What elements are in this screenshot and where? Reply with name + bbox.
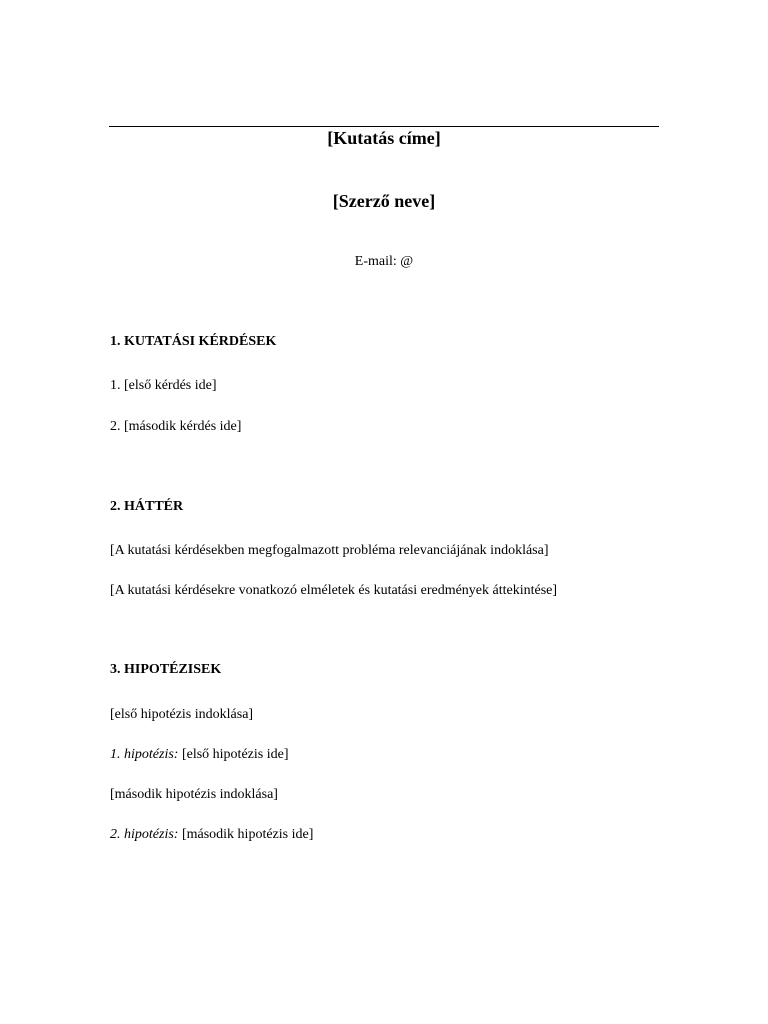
hypothesis-2-label: 2. hipotézis:: [110, 827, 179, 842]
author-name: [Szerző neve]: [332, 191, 436, 211]
research-question-2: 2. [második kérdés ide]: [110, 419, 242, 434]
author-email: E-mail: @: [354, 254, 414, 269]
document-title: [Kutatás címe]: [327, 128, 441, 148]
section-heading-research-questions: 1. KUTATÁSI KÉRDÉSEK: [110, 334, 277, 349]
background-paragraph-2: [A kutatási kérdésekre vonatkozó elméletek és kutatási eredmények áttekintése]: [110, 583, 558, 598]
hypothesis-1-rationale: [első hipotézis indoklása]: [110, 707, 254, 722]
hypothesis-2-text: [második hipotézis ide]: [178, 827, 314, 842]
background-paragraph-1: [A kutatási kérdésekben megfogalmazott probléma relevanciájának indoklása]: [110, 543, 549, 558]
hypothesis-1-text: [első hipotézis ide]: [178, 747, 289, 762]
section-heading-background: 2. HÁTTÉR: [110, 499, 184, 514]
research-question-1: 1. [első kérdés ide]: [110, 378, 217, 393]
section-heading-hypotheses: 3. HIPOTÉZISEK: [110, 662, 222, 677]
hypothesis-1-label: 1. hipotézis:: [110, 747, 179, 762]
hypothesis-2: [110, 826, 313, 844]
hypothesis-2-rationale: [második hipotézis indoklása]: [110, 787, 278, 802]
hypothesis-1: [110, 746, 288, 764]
